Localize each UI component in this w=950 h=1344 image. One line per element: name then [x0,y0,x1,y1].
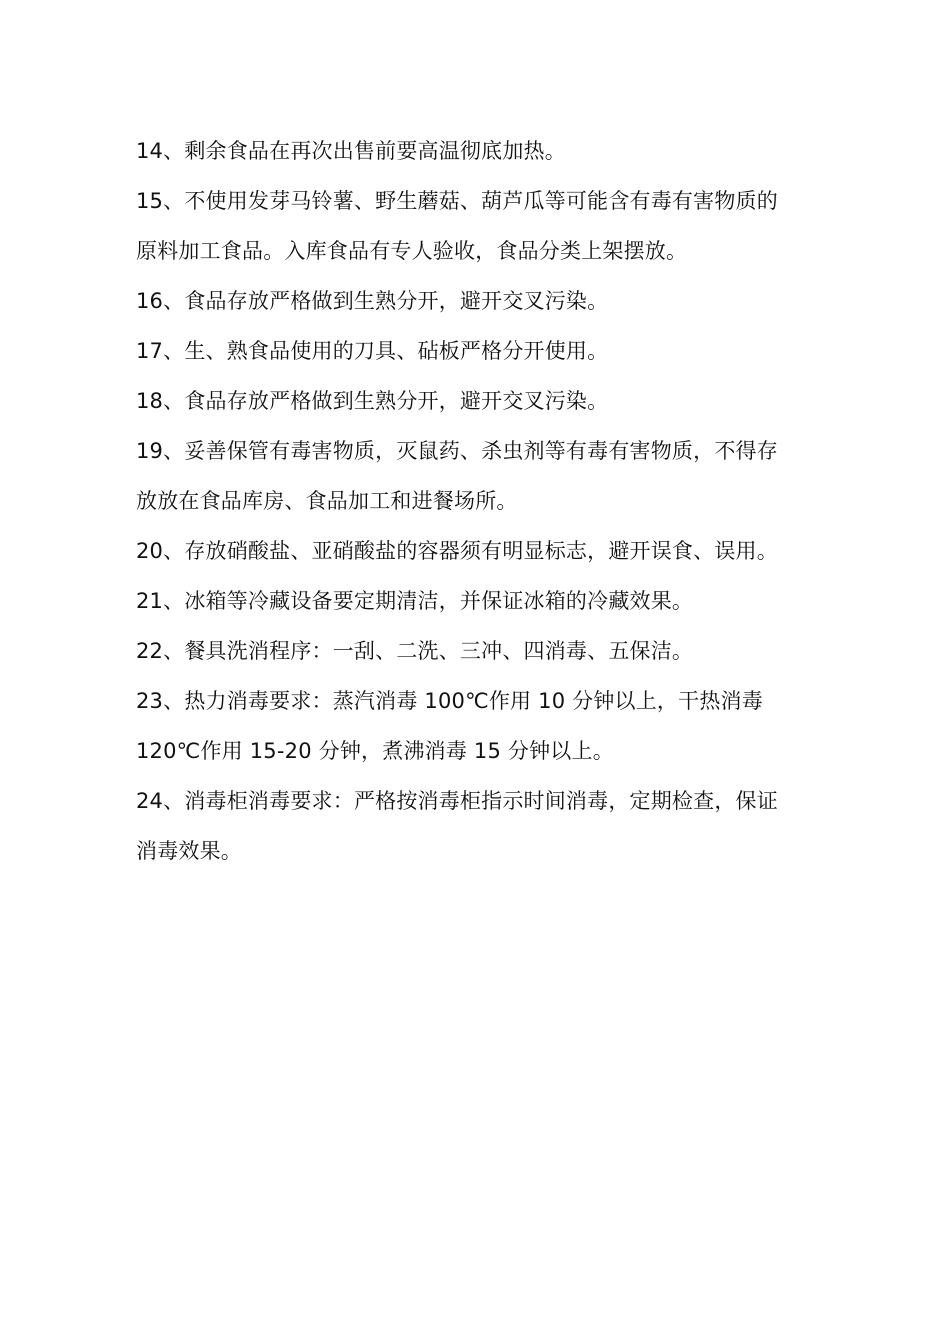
text-line: 放放在食品库房、食品加工和进餐场所。 [136,489,518,513]
text-line: 14、剩余食品在再次出售前要高温彻底加热。 [136,139,566,163]
text-line: 17、生、熟食品使用的刀具、砧板严格分开使用。 [136,339,609,363]
text-line: 18、食品存放严格做到生熟分开，避开交叉污染。 [136,389,609,413]
text-line: 24、消毒柜消毒要求：严格按消毒柜指示时间消毒，定期检查，保证 [136,789,778,813]
text-line: 原料加工食品。入库食品有专人验收，食品分类上架摆放。 [136,239,688,263]
text-line: 19、妥善保管有毒害物质，灭鼠药、杀虫剂等有毒有害物质，不得存 [136,439,778,463]
text-line: 22、餐具洗消程序：一刮、二洗、三冲、四消毒、五保洁。 [136,639,694,663]
text-line: 21、冰箱等冷藏设备要定期清洁，并保证冰箱的冷藏效果。 [136,589,694,613]
text-line: 消毒效果。 [136,839,242,863]
document-body [136,126,818,876]
text-line: 15、不使用发芽马铃薯、野生蘑菇、葫芦瓜等可能含有毒有害物质的 [136,189,778,213]
text-line: 16、食品存放严格做到生熟分开，避开交叉污染。 [136,289,609,313]
text-line: 23、热力消毒要求：蒸汽消毒 100℃作用 10 分钟以上，干热消毒 [136,689,763,713]
text-line: 20、存放硝酸盐、亚硝酸盐的容器须有明显标志，避开误食、误用。 [136,539,778,563]
text-line: 120℃作用 15-20 分钟，煮沸消毒 15 分钟以上。 [136,739,614,763]
